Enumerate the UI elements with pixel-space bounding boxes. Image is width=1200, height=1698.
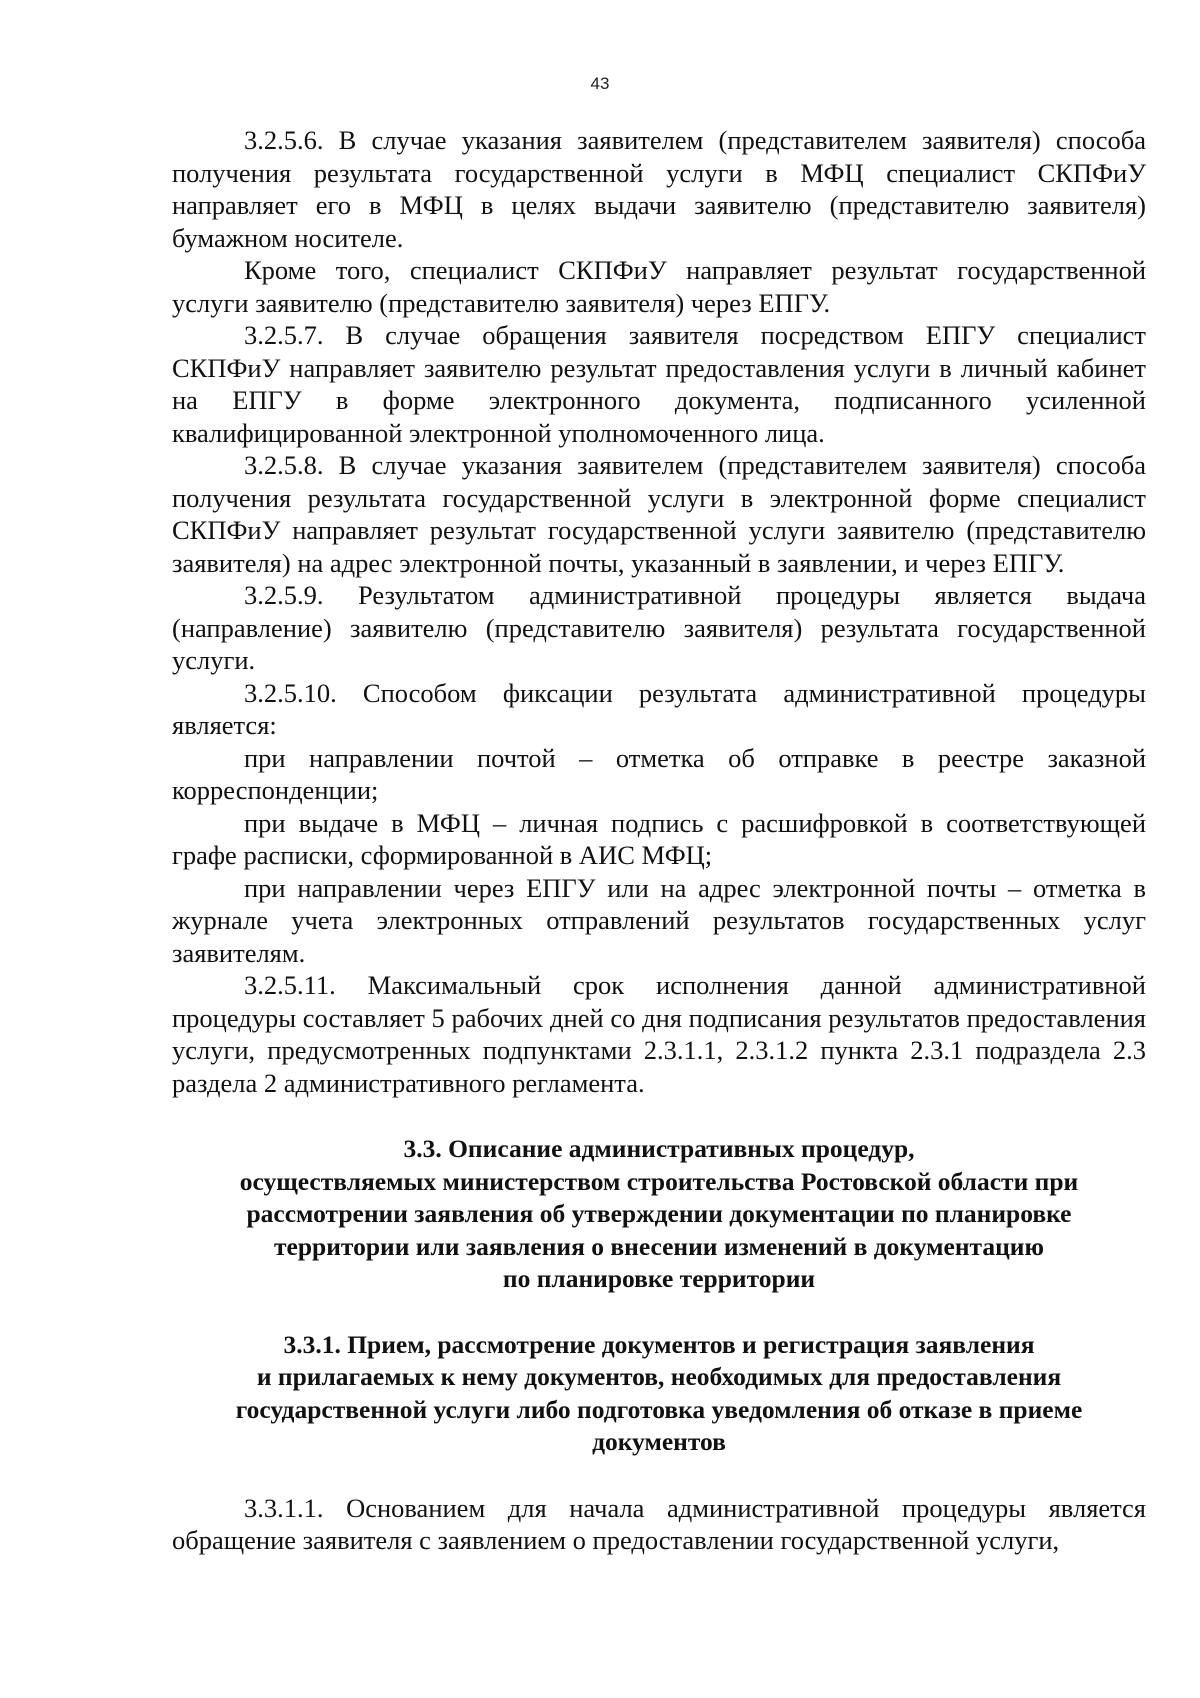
heading-line: территории или заявления о внесении изменений в документацию bbox=[274, 1231, 1044, 1261]
document-body bbox=[172, 124, 1146, 1557]
page-number: 43 bbox=[590, 74, 610, 93]
paragraph-3-2-5-8: 3.2.5.8. В случае указания заявителем (представителем заявителя) способа получения результата государственной услуги в электронной форме специалист СКПФиУ направляет результат государственной услуги заявителю (представителю заявителя) на адрес электронной почты, указанный в заявлении, и через ЕПГУ. bbox=[172, 450, 1146, 578]
paragraph-3-2-5-9: 3.2.5.9. Результатом административной процедуры является выдача (направление) заявителю (представителю заявителя) результата государственной услуги. bbox=[172, 580, 1146, 675]
paragraph-3-2-5-7: 3.2.5.7. В случае обращения заявителя посредством ЕПГУ специалист СКПФиУ направляет заявителю результат предоставления услуги в личный кабинет на ЕПГУ в форме электронного документа, подписанного усиленной квалифицированной электронной уполномоченного лица. bbox=[172, 320, 1146, 448]
paragraph-3-2-5-6: 3.2.5.6. В случае указания заявителем (представителем заявителя) способа получения результата государственной услуги в МФЦ специалист СКПФиУ направляет его в МФЦ в целях выдачи заявителю (представителю заявителя) бумажном носителе. bbox=[172, 125, 1146, 253]
paragraph-3-2-5-11: 3.2.5.11. Максимальный срок исполнения данной административной процедуры составляет 5 рабочих дней со дня подписания результатов предоставления услуги, предусмотренных подпунктами 2.3.1.1, 2.3.1.2 пункта 2.3.1 подраздела 2.3 раздела 2 административного регламента. bbox=[172, 970, 1146, 1098]
heading-line: документов bbox=[592, 1427, 726, 1456]
heading-line: по планировке территории bbox=[502, 1264, 816, 1293]
heading-line: осуществляемых министерством строительства Ростовской области при bbox=[239, 1166, 1079, 1196]
heading-line: и прилагаемых к нему документов, необходимых для предоставления bbox=[256, 1362, 1062, 1391]
section-heading-3-3-1 bbox=[172, 1329, 1146, 1459]
paragraph-3-2-5-10: 3.2.5.10. Способом фиксации результата административной процедуры является: bbox=[172, 677, 1146, 740]
paragraph-fixation-mfc: при выдаче в МФЦ – личная подпись с расшифровкой в соответствующей графе расписки, сформированной в АИС МФЦ; bbox=[172, 807, 1146, 870]
paragraph-fixation-mail: при направлении почтой – отметка об отправке в реестре заказной корреспонденции; bbox=[172, 742, 1146, 805]
section-heading-3-3 bbox=[172, 1133, 1146, 1296]
heading-line: государственной услуги либо подготовка уведомления об отказе в приеме bbox=[235, 1394, 1083, 1424]
paragraph-fixation-epgu: при направлении через ЕПГУ или на адрес электронной почты – отметка в журнале учета электронных отправлений результатов государственных услуг заявителям. bbox=[172, 872, 1146, 968]
paragraph-3-3-1-1: 3.3.1.1. Основанием для начала административной процедуры является обращение заявителя с заявлением о предоставлении государственной услуги, bbox=[172, 1492, 1146, 1555]
heading-line: 3.3. Описание административных процедур, bbox=[403, 1134, 915, 1163]
heading-line: рассмотрении заявления об утверждении документации по планировке bbox=[246, 1199, 1072, 1228]
heading-line: 3.3.1. Прием, рассмотрение документов и регистрация заявления bbox=[283, 1329, 1035, 1359]
paragraph-additionally: Кроме того, специалист СКПФиУ направляет результат государственной услуги заявителю (представителю заявителя) через ЕПГУ. bbox=[172, 255, 1146, 318]
